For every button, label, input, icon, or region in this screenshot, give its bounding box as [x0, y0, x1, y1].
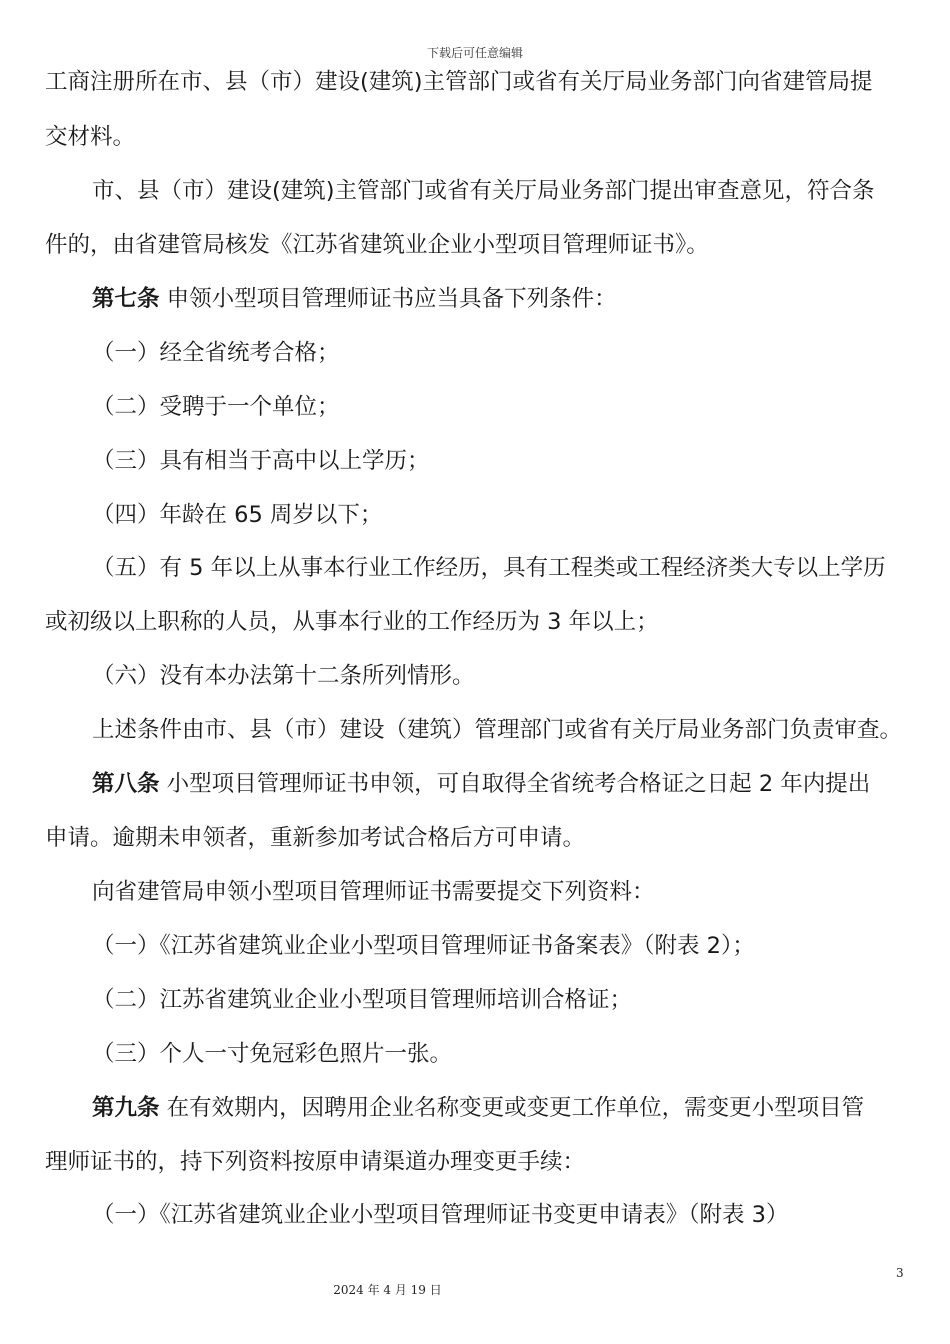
- paragraph-line: [45, 1147, 585, 1177]
- line-text: 上述条件由市、县（市）建设（建筑）管理部门或省有关厅局业务部门负责审查。: [92, 717, 903, 743]
- line-text: 交材料。: [45, 124, 136, 150]
- list-item: [92, 931, 755, 961]
- line-text: （三）具有相当于高中以上学历；: [92, 448, 430, 474]
- article-heading-9: [92, 1093, 864, 1123]
- paragraph-line: [45, 122, 135, 152]
- line-text: 申领小型项目管理师证书应当具备下列条件：: [159, 286, 617, 312]
- list-item: [92, 446, 430, 476]
- list-item: [92, 392, 340, 422]
- paragraph-line: [45, 823, 585, 853]
- paragraph-line: [92, 715, 902, 745]
- article-number: 第九条: [92, 1095, 160, 1121]
- line-text: （二）江苏省建筑业企业小型项目管理师培训合格证；: [92, 987, 633, 1013]
- paragraph-line: [92, 176, 875, 206]
- paragraph-line: [45, 230, 709, 260]
- paragraph-line: [45, 67, 873, 97]
- list-item: [92, 661, 475, 691]
- line-text: （四）年龄在 65 周岁以下；: [92, 502, 383, 528]
- line-text: （六）没有本办法第十二条所列情形。: [92, 663, 475, 689]
- article-number: 第七条: [92, 286, 160, 312]
- article-heading-8: [92, 769, 870, 799]
- list-item: [92, 500, 382, 530]
- line-text: （五）有 5 年以上从事本行业工作经历，具有工程类或工程经济类大专以上学历: [92, 555, 886, 581]
- line-text: （一）经全省统考合格；: [92, 340, 340, 366]
- header-note: 下载后可任意编辑: [426, 46, 523, 60]
- line-text: （一）《江苏省建筑业企业小型项目管理师证书备案表》（附表 2）；: [92, 933, 755, 959]
- line-text: 件的，由省建管局核发《江苏省建筑业企业小型项目管理师证书》。: [45, 232, 709, 258]
- line-text: 向省建管局申领小型项目管理师证书需要提交下列资料：: [92, 879, 655, 905]
- list-item: [92, 985, 632, 1015]
- list-item: [92, 1039, 452, 1069]
- paragraph-line: [45, 607, 659, 637]
- line-text: 申请。逾期未申领者，重新参加考试合格后方可申请。: [45, 825, 586, 851]
- article-heading-7: [92, 284, 617, 314]
- line-text: （三）个人一寸免冠彩色照片一张。: [92, 1041, 453, 1067]
- article-number: 第八条: [92, 771, 160, 797]
- line-text: 工商注册所在市、县（市）建设(建筑)主管部门或省有关厅局业务部门向省建管局提: [45, 69, 873, 95]
- line-text: 理师证书的，持下列资料按原申请渠道办理变更手续：: [45, 1149, 586, 1175]
- list-item: [92, 338, 340, 368]
- line-text: 或初级以上职称的人员，从事本行业的工作经历为 3 年以上；: [45, 609, 659, 635]
- list-item: [92, 1200, 788, 1230]
- paragraph-line: [92, 877, 655, 907]
- line-text: 市、县（市）建设(建筑)主管部门或省有关厅局业务部门提出审查意见，符合条: [92, 178, 875, 204]
- footer-date: 2024 年 4 月 19 日: [333, 1283, 442, 1297]
- list-item: [92, 553, 886, 583]
- line-text: 小型项目管理师证书申领，可自取得全省统考合格证之日起 2 年内提出: [159, 771, 871, 797]
- page-number: 3: [896, 1266, 904, 1280]
- line-text: 在有效期内，因聘用企业名称变更或变更工作单位，需变更小型项目管: [159, 1095, 865, 1121]
- line-text: （二）受聘于一个单位；: [92, 394, 340, 420]
- line-text: （一）《江苏省建筑业企业小型项目管理师证书变更申请表》（附表 3）: [92, 1202, 789, 1228]
